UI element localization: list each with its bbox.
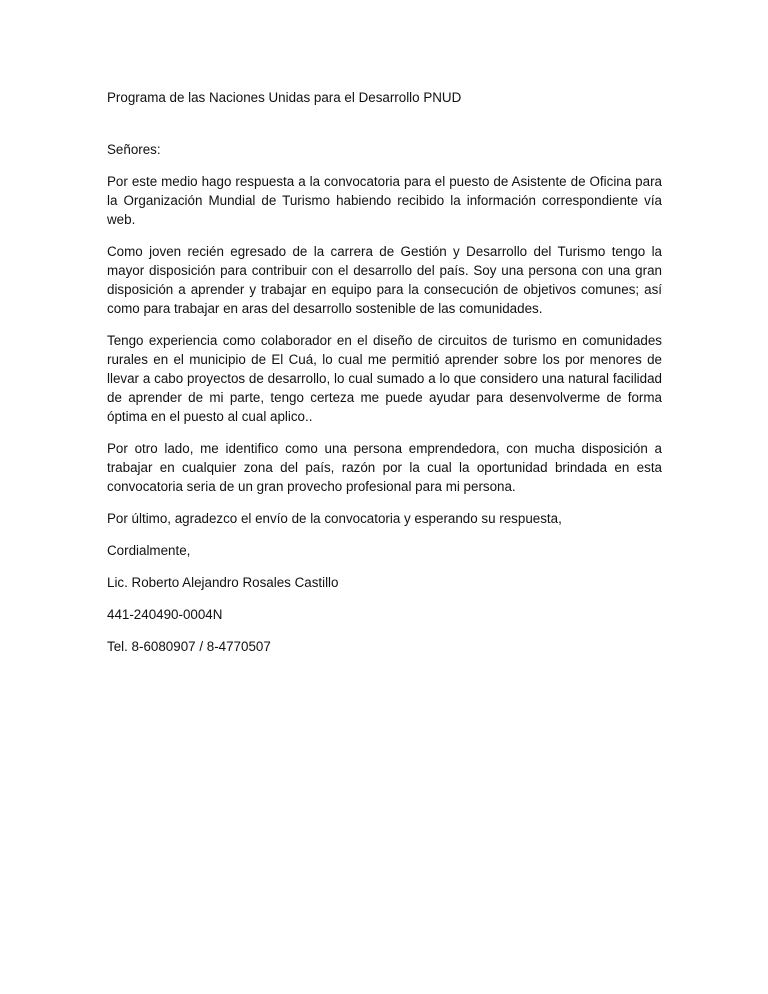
id-number: 441-240490-0004N [107, 607, 223, 622]
phone-number: Tel. 8-6080907 / 8-4770507 [107, 639, 271, 654]
letter-body [107, 88, 662, 669]
paragraph-1: Por este medio hago respuesta a la convocatoria para el puesto de Asistente de Oficina para la Organización Mundial de Turismo habiendo recibido la información correspondiente vía web. [107, 174, 662, 227]
signature-name: Lic. Roberto Alejandro Rosales Castillo [107, 575, 339, 590]
closing: Cordialmente, [107, 543, 191, 558]
letter-heading: Programa de las Naciones Unidas para el Desarrollo PNUD [107, 90, 462, 105]
salutation: Señores: [107, 142, 161, 157]
paragraph-4: Por otro lado, me identifico como una persona emprendedora, con mucha disposición a trabajar en cualquier zona del país, razón por la cual la oportunidad brindada en esta convocatoria seria de un gran provecho profesional para mi persona. [107, 441, 662, 494]
paragraph-3: Tengo experiencia como colaborador en el diseño de circuitos de turismo en comunidades rurales en el municipio de El Cuá, lo cual me permitió aprender sobre los por menores de llevar a cabo proyectos de desarrollo, lo cual sumado a lo que considero una natural facilidad de aprender de mi parte, tengo certeza me puede ayudar para desenvolverme de forma óptima en el puesto al cual aplico.. [107, 333, 662, 424]
paragraph-2: Como joven recién egresado de la carrera de Gestión y Desarrollo del Turismo tengo la mayor disposición para contribuir con el desarrollo del país. Soy una persona con una gran disposición a aprender y trabajar en equipo para la consecución de objetivos comunes; así como para trabajar en aras del desarrollo sostenible de las comunidades. [107, 244, 662, 316]
paragraph-5: Por último, agradezco el envío de la convocatoria y esperando su respuesta, [107, 511, 562, 526]
